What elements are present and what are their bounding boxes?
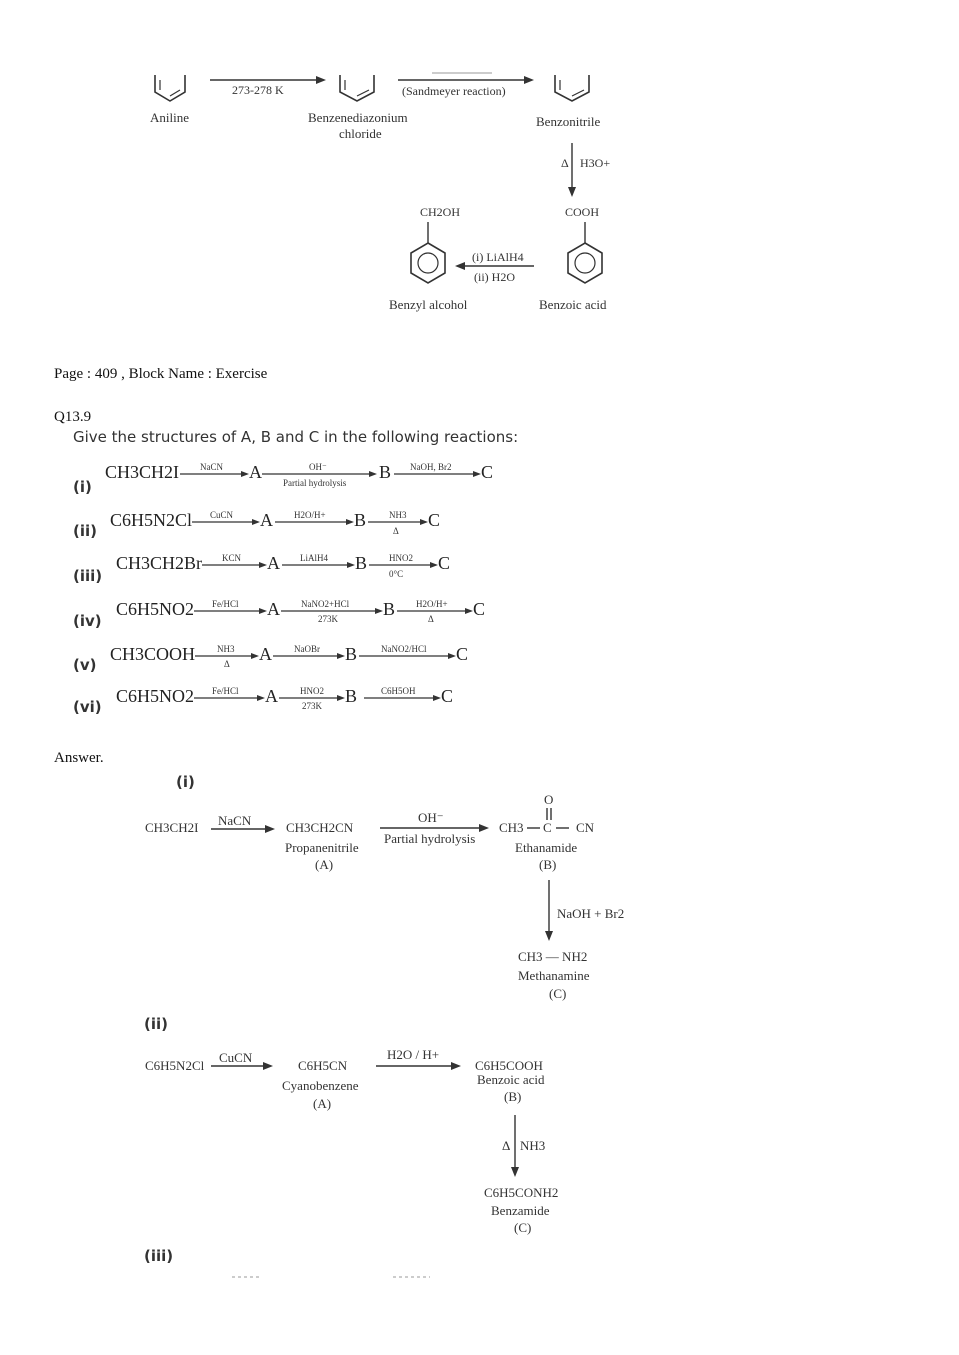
product-a-name: Cyanobenzene: [282, 1078, 359, 1093]
reduce-step-2: (ii) H2O: [474, 270, 515, 284]
product-b: B: [345, 686, 358, 706]
reaction-cond-2: NaNO2+HCl: [301, 599, 350, 609]
cond-2: OH⁻: [418, 810, 444, 825]
product-c: C: [473, 599, 486, 619]
product-b-tag: (B): [504, 1089, 522, 1104]
cooh-label: COOH: [565, 205, 600, 219]
product-b-cn: CN: [576, 820, 595, 835]
part-3-number: (iii): [144, 1247, 174, 1265]
product-a-tag: (A): [313, 1096, 332, 1111]
start-compound: CH3CH2I: [145, 820, 199, 835]
reaction-cond-3b: Δ: [428, 614, 434, 624]
product-b: B: [383, 599, 396, 619]
product-c-tag: (C): [549, 986, 567, 1001]
cond-temperature: 273-278 K: [232, 83, 284, 97]
reaction-cond-2: LiAlH4: [300, 553, 328, 563]
product-b: B: [345, 644, 358, 664]
reaction-cond-3: HNO2: [389, 553, 413, 563]
benzyl-alcohol-label: Benzyl alcohol: [389, 297, 468, 312]
product-c: C: [428, 510, 441, 530]
question-number: Q13.9: [54, 409, 92, 425]
product-a: CH3CH2CN: [286, 820, 354, 835]
reaction-cond-1: Fe/HCl: [212, 599, 239, 609]
reaction-start: CH3CH2I: [105, 462, 180, 482]
cond-3: NaOH + Br2: [557, 906, 625, 921]
product-b: B: [354, 510, 367, 530]
product-b: B: [379, 462, 392, 482]
delta-symbol: Δ: [502, 1138, 511, 1153]
reaction-cond-1: CuCN: [210, 510, 234, 520]
product-a: A: [259, 644, 272, 664]
reaction-start: CH3CH2Br: [116, 553, 203, 573]
product-b-oxygen: O: [544, 792, 554, 807]
product-a: A: [267, 599, 280, 619]
reaction-number: (iv): [73, 612, 102, 630]
diazonium-label-2: chloride: [339, 126, 382, 141]
benzonitrile-label: Benzonitrile: [536, 114, 601, 129]
product-a: C6H5CN: [298, 1058, 348, 1073]
reaction-number: (v): [73, 656, 97, 674]
reaction-cond-1: Fe/HCl: [212, 686, 239, 696]
reaction-cond-1: NaCN: [200, 462, 223, 472]
reaction-start: CH3COOH: [110, 644, 196, 664]
reaction-cond-3: H2O/H+: [416, 599, 448, 609]
delta-label: Δ: [561, 156, 569, 170]
question-text: Give the structures of A, B and C in the following reactions:: [73, 428, 519, 446]
reaction-number: (vi): [73, 698, 102, 716]
product-b-carbon: C: [543, 820, 552, 835]
product-a: A: [267, 553, 280, 573]
reaction-start: C6H5N2Cl: [110, 510, 193, 530]
cond-3: NH3: [520, 1138, 546, 1153]
product-a: A: [260, 510, 273, 530]
hydrolysis-label: H3O+: [580, 156, 611, 170]
reaction-cond-2: H2O/H+: [294, 510, 326, 520]
reaction-cond-2: NaOBr: [294, 644, 320, 654]
product-b: B: [355, 553, 368, 573]
sandmeyer-label: (Sandmeyer reaction): [402, 84, 506, 98]
product-b-tag: (B): [539, 857, 557, 872]
reaction-cond-2b: 273K: [318, 614, 338, 624]
reaction-number: (iii): [73, 567, 103, 585]
reaction-cond-3: C6H5OH: [381, 686, 416, 696]
product-a: A: [265, 686, 278, 706]
benzoic-acid-label: Benzoic acid: [539, 297, 607, 312]
reaction-start: C6H5NO2: [116, 686, 195, 706]
product-c: C: [441, 686, 454, 706]
reaction-cond-3: NaNO2/HCl: [381, 644, 427, 654]
cond-2b: Partial hydrolysis: [384, 831, 476, 846]
page-info: Page : 409 , Block Name : Exercise: [54, 366, 268, 382]
reaction-cond-2b: 273K: [302, 701, 322, 711]
product-c: CH3 — NH2: [518, 949, 588, 964]
cond-1: NaCN: [218, 813, 252, 828]
reaction-cond-3b: Δ: [393, 526, 399, 536]
reaction-cond-3: NH3: [389, 510, 407, 520]
product-c-name: Methanamine: [518, 968, 590, 983]
reduce-step-1: (i) LiAlH4: [472, 250, 524, 264]
reaction-cond-1b: Δ: [224, 659, 230, 669]
reaction-cond-1: KCN: [222, 553, 242, 563]
product-c: C: [481, 462, 494, 482]
reaction-number: (ii): [73, 522, 97, 540]
reaction-cond-3: NaOH, Br2: [410, 462, 452, 472]
product-c: C: [438, 553, 451, 573]
ch2oh-label: CH2OH: [420, 205, 461, 219]
start-compound: C6H5N2Cl: [145, 1058, 205, 1073]
reaction-cond-2: OH⁻: [309, 462, 327, 472]
product-c: C6H5CONH2: [484, 1185, 559, 1200]
product-a-tag: (A): [315, 857, 334, 872]
product-c-name: Benzamide: [491, 1203, 550, 1218]
reaction-number: (i): [73, 478, 92, 496]
cond-1: CuCN: [219, 1050, 253, 1065]
product-a: A: [249, 462, 262, 482]
cond-2: H2O / H+: [387, 1047, 440, 1062]
part-number: (ii): [144, 1015, 168, 1033]
reaction-cond-3b: 0°C: [389, 569, 404, 579]
product-b-name: Benzoic acid: [477, 1072, 545, 1087]
product-b: C6H5COOH: [475, 1058, 543, 1073]
product-b-name: Ethanamide: [515, 840, 578, 855]
reaction-start: C6H5NO2: [116, 599, 195, 619]
reaction-cond-2b: Partial hydrolysis: [283, 478, 347, 488]
product-c-tag: (C): [514, 1220, 532, 1235]
product-a-name: Propanenitrile: [285, 840, 359, 855]
reaction-cond-1: NH3: [217, 644, 235, 654]
product-c: C: [456, 644, 469, 664]
part-number: (i): [176, 773, 195, 791]
reaction-cond-2: HNO2: [300, 686, 324, 696]
diazonium-label-1: Benzenediazonium: [308, 110, 408, 125]
answer-label: Answer.: [54, 750, 104, 766]
aniline-label: Aniline: [150, 110, 189, 125]
product-b-ch3: CH3: [499, 820, 524, 835]
